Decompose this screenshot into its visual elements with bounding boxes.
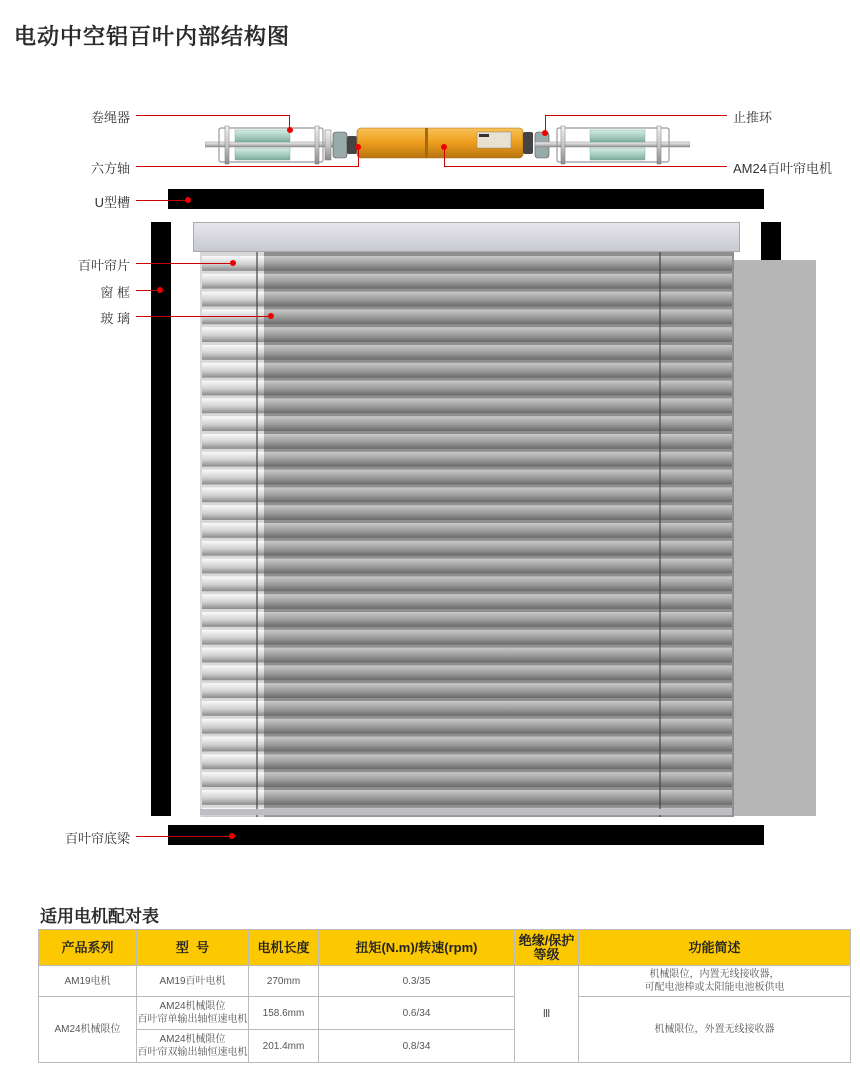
cell-length: 270mm (249, 966, 319, 997)
cell-torque: 0.6/34 (319, 997, 515, 1030)
slat (202, 505, 264, 520)
header-insulation (515, 930, 579, 966)
label-glass: 玻 璃 (100, 311, 130, 326)
slat (202, 434, 264, 449)
slat (202, 594, 264, 609)
slat (202, 683, 264, 698)
table-row (39, 997, 851, 1030)
leader-slat (136, 263, 233, 264)
slat (264, 790, 732, 805)
slat (202, 630, 264, 645)
leader-hex-shaft-v (358, 147, 359, 167)
slat (264, 452, 732, 467)
leader-motor (444, 166, 727, 167)
blind-slats (200, 252, 734, 817)
slat (202, 541, 264, 556)
cell-model-l1: AM24机械限位 (159, 1034, 226, 1045)
slat (264, 256, 732, 271)
dot-motor (441, 144, 447, 150)
slat (264, 541, 732, 556)
header-function: 功能简述 (579, 930, 851, 966)
slat (264, 416, 732, 431)
slat (264, 719, 732, 734)
window-frame-left (151, 222, 171, 816)
leader-rope-winder-v (289, 115, 290, 130)
slat (202, 754, 264, 769)
slat (202, 719, 264, 734)
slat (202, 665, 264, 680)
slat (202, 452, 264, 467)
leader-rope-winder (136, 115, 290, 116)
label-window-frame: 窗 框 (100, 285, 130, 300)
cell-function: 机械限位，外置无线接收器 (579, 997, 851, 1063)
dot-window-frame (157, 287, 163, 293)
slat (202, 292, 264, 307)
slat (264, 559, 732, 574)
slat (264, 737, 732, 752)
slat (202, 398, 264, 413)
slat (202, 737, 264, 752)
slat (202, 363, 264, 378)
slat (264, 487, 732, 502)
cell-model-l2: 百叶帘单输出轴恒速电机 (137, 1014, 248, 1025)
slat (202, 523, 264, 538)
slat (264, 505, 732, 520)
slat (202, 381, 264, 396)
slat (264, 648, 732, 663)
bottom-rail (168, 825, 764, 845)
cell-insulation: Ⅲ (515, 966, 579, 1063)
slat (264, 327, 732, 342)
leader-bottom-rail (136, 836, 232, 837)
slat (202, 576, 264, 591)
cell-function-l1: 机械限位，内置无线接收器， (649, 969, 780, 980)
slat (264, 363, 732, 378)
dot-stop-ring (542, 130, 548, 136)
slat (202, 274, 264, 289)
label-rope-winder: 卷绳器 (90, 110, 130, 125)
dot-bottom-rail (229, 833, 235, 839)
dot-hex-shaft (355, 144, 361, 150)
slat (264, 772, 732, 787)
slat (202, 559, 264, 574)
cell-length: 201.4mm (249, 1030, 319, 1063)
cell-function (579, 966, 851, 997)
leader-u-channel (136, 200, 188, 201)
header-insulation-l2: 等级 (533, 946, 560, 962)
slat (264, 701, 732, 716)
dot-slat (230, 260, 236, 266)
slat (264, 381, 732, 396)
slat (264, 434, 732, 449)
slat (202, 790, 264, 805)
slat (264, 683, 732, 698)
cell-model: AM19百叶电机 (137, 966, 249, 997)
slat (202, 612, 264, 627)
bottom-slat-bar (200, 809, 732, 815)
slat (202, 701, 264, 716)
slat (264, 398, 732, 413)
slat (202, 648, 264, 663)
slat (202, 345, 264, 360)
cell-model (137, 997, 249, 1030)
header-torque: 扭矩(N.m)/转速(rpm) (319, 930, 515, 966)
header-insulation-l1: 绝缘/保护 (518, 932, 575, 948)
motor-assembly (205, 118, 690, 168)
blind-head-box (193, 222, 740, 252)
leader-stop-ring (545, 115, 727, 116)
leader-motor-v (444, 147, 445, 167)
label-motor: AM24百叶帘电机 (733, 161, 832, 176)
leader-hex-shaft (136, 166, 358, 167)
slat (264, 274, 732, 289)
slat (264, 470, 732, 485)
slat (264, 345, 732, 360)
blind-shadow (734, 260, 816, 816)
label-slat: 百叶帘片 (77, 258, 130, 273)
slat (264, 612, 732, 627)
slat (264, 594, 732, 609)
label-stop-ring: 止推环 (733, 110, 773, 125)
motor-spec-table (38, 929, 851, 1063)
cell-model-l2: 百叶帘双输出轴恒速电机 (137, 1047, 248, 1058)
slat (202, 772, 264, 787)
dot-glass (268, 313, 274, 319)
cell-series: AM19电机 (39, 966, 137, 997)
table-row (39, 966, 851, 997)
slat (264, 292, 732, 307)
slat (264, 576, 732, 591)
label-bottom-rail: 百叶帘底梁 (64, 831, 130, 846)
dot-rope-winder (287, 127, 293, 133)
label-hex-shaft: 六方轴 (90, 161, 130, 176)
cell-function-l2: 可配电池棒或太阳能电池板供电 (644, 982, 785, 993)
slat (264, 630, 732, 645)
dot-u-channel (185, 197, 191, 203)
slat (264, 665, 732, 680)
leader-glass (136, 316, 271, 317)
cell-length: 158.6mm (249, 997, 319, 1030)
table-title: 适用电机配对表 (40, 907, 159, 926)
header-series: 产品系列 (39, 930, 137, 966)
slat (202, 416, 264, 431)
slat (264, 309, 732, 324)
slat (202, 470, 264, 485)
table-header-row (39, 930, 851, 966)
cell-torque: 0.3/35 (319, 966, 515, 997)
header-model: 型 号 (137, 930, 249, 966)
header-length: 电机长度 (249, 930, 319, 966)
slat (264, 523, 732, 538)
cell-torque: 0.8/34 (319, 1030, 515, 1063)
page-title: 电动中空铝百叶内部结构图 (14, 24, 291, 49)
slat (264, 754, 732, 769)
cell-model (137, 1030, 249, 1063)
slat (202, 327, 264, 342)
cell-model-l1: AM24机械限位 (159, 1001, 226, 1012)
slat (202, 487, 264, 502)
label-u-channel: U型槽 (94, 195, 130, 210)
u-channel (168, 189, 764, 209)
cell-series: AM24机械限位 (39, 997, 137, 1063)
